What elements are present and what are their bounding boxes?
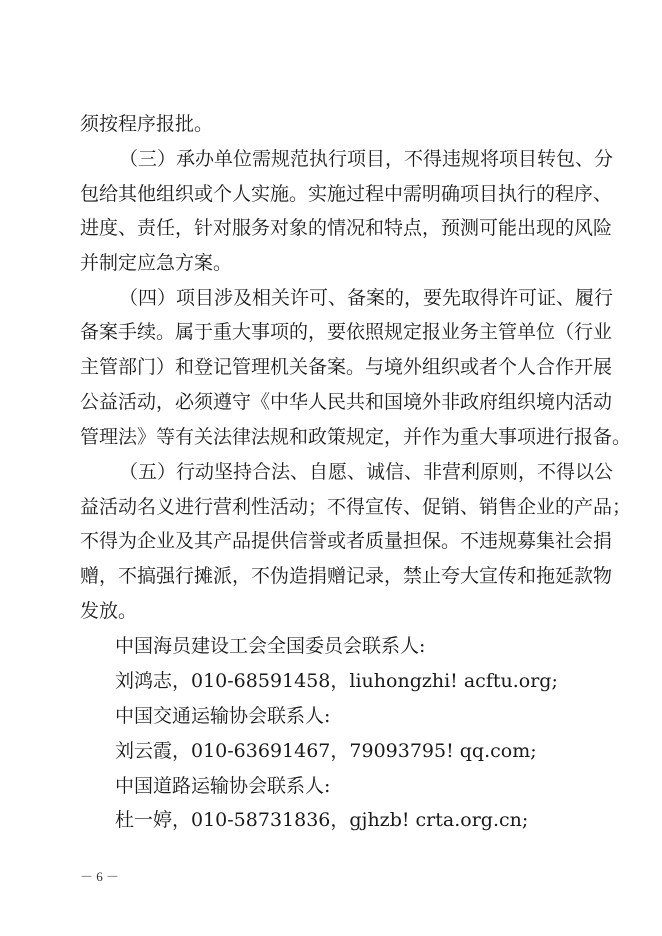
contact-org: 中国交通运输协会联系人: xyxy=(115,705,331,727)
paragraph-3-start: （三）承办单位需规范执行项目，不得违规将项目转包、分 xyxy=(119,148,614,170)
body-line: 不得为企业及其产品提供信誉或者质量担保。不违规募集社会捐 xyxy=(80,530,613,552)
contact-info: 刘云霞，010-63691467，79093795! qq.com; xyxy=(115,740,537,762)
contact-info: 杜一婷，010-58731836，gjhzb! crta.org.cn; xyxy=(115,809,529,831)
contact-info: 刘鸿志，010-68591458，liuhongzhi! acftu.org; xyxy=(115,670,558,692)
body-line: 赠，不搞强行摊派，不伪造捐赠记录，禁止夸大宣传和拖延款物 xyxy=(80,565,613,587)
body-line: 进度、责任，针对服务对象的情况和特点，预测可能出现的风险 xyxy=(80,217,613,239)
body-line: 须按程序报批。 xyxy=(80,113,214,135)
body-line: 益活动名义进行营利性活动；不得宣传、促销、销售企业的产品； xyxy=(80,496,632,518)
contact-org: 中国海员建设工会全国委员会联系人: xyxy=(115,635,426,657)
body-line: 发放。 xyxy=(80,600,138,622)
body-line: 备案手续。属于重大事项的，要依照规定报业务主管单位（行业 xyxy=(80,321,613,343)
body-line: 主管部门）和登记管理机关备案。与境外组织或者个人合作开展 xyxy=(80,356,613,378)
contact-org: 中国道路运输协会联系人: xyxy=(115,775,331,797)
paragraph-5-start: （五）行动坚持合法、自愿、诚信、非营利原则，不得以公 xyxy=(119,461,614,483)
body-line: 包给其他组织或个人实施。实施过程中需明确项目执行的程序、 xyxy=(80,183,613,205)
page-number: － 6 － xyxy=(80,869,120,884)
body-line: 并制定应急方案。 xyxy=(80,252,233,274)
body-line: 管理法》等有关法律法规和政策规定，并作为重大事项进行报备。 xyxy=(80,426,632,448)
body-line: 公益活动，必须遵守《中华人民共和国境外非政府组织境内活动 xyxy=(80,391,613,413)
paragraph-4-start: （四）项目涉及相关许可、备案的，要先取得许可证、履行 xyxy=(119,287,614,309)
